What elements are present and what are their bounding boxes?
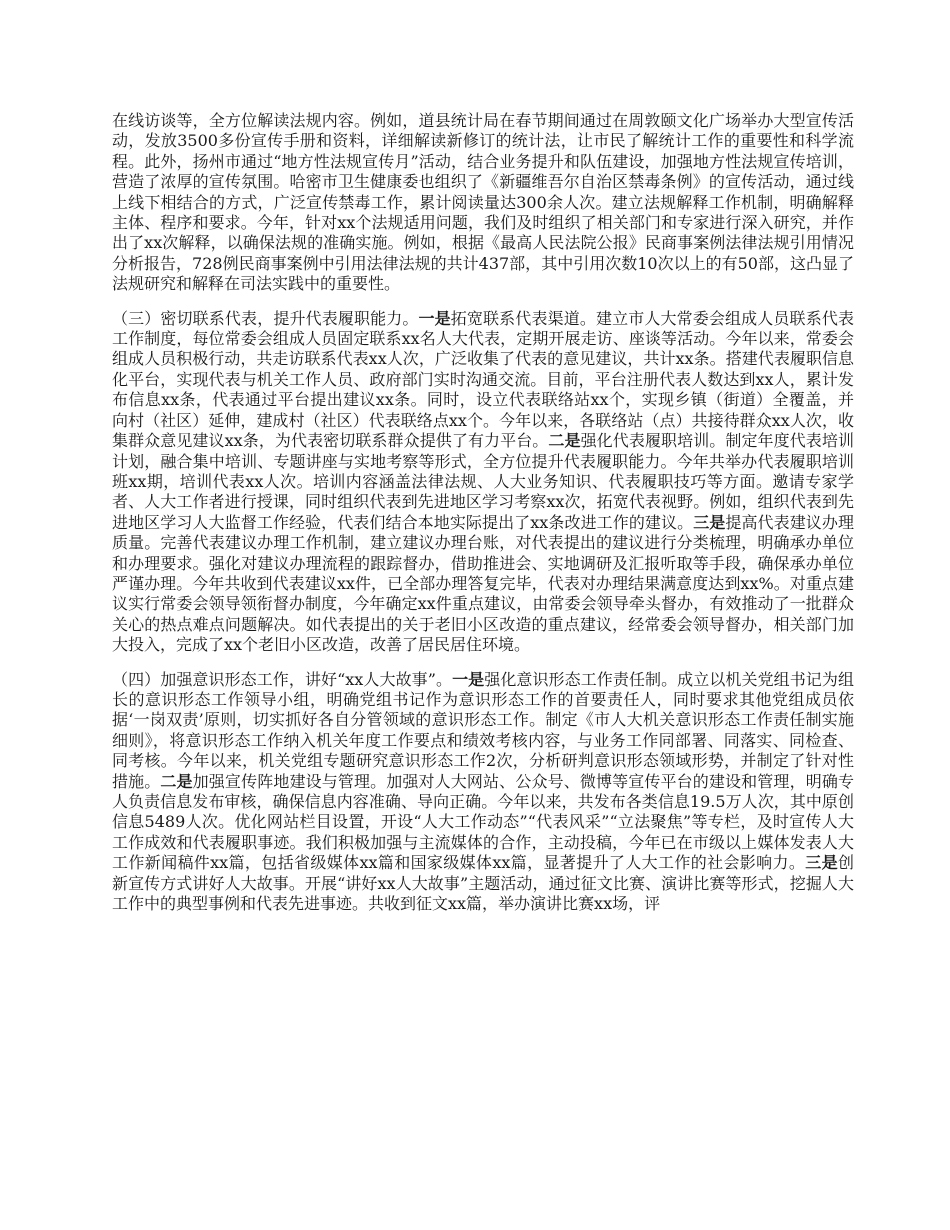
point-marker-two: 二是 — [548, 431, 581, 451]
point-marker-three: 三是 — [693, 512, 726, 532]
paragraph-text: 拓宽联系代表渠道。建立市人大常委会组成人员联系代表工作制度，每位常委会组成人员固定联系xx名人大代表，定期开展走访、座谈等活动。今年以来，常委会组成人员积极行动，共走访联系代表xx人次，广泛收集了代表的意见建议，共计xx条。搭建代表履职信息化平台，实现代表与机关工作人员、政府部门实时沟通交流。目前，平台注册代表人数达到xx人，累计发布信息xx条，代表通过平台提出建议xx条。同时，设立代表联络站xx个，实现乡镇（街道）全覆盖，并向村（社区）延伸，建成村（社区）代表联络点xx个。今年以来，各联络站（点）共接待群众xx人次，收集群众意见建议xx条，为代表密切联系群众提供了有力平台。 — [112, 308, 854, 451]
paragraph-text: 强化代表履职培训。制定年度代表培训计划，融合集中培训、专题讲座与实地考察等形式，全方位提升代表履职能力。今年共举办代表履职培训班xx期，培训代表xx人次。培训内容涵盖法律法规、人大业务知识、代表履职技巧等方面。邀请专家学者、人大工作者进行授课，同时组织代表到先进地区学习考察xx次，拓宽代表视野。例如，组织代表到先进地区学习人大监督工作经验，代表们结合本地实际提出了xx条改进工作的建议。 — [112, 431, 854, 532]
document-page — [112, 111, 854, 928]
point-marker-two: 二是 — [160, 771, 193, 791]
paragraph-text: 加强宣传阵地建设与管理。加强对人大网站、公众号、微博等宣传平台的建设和管理，明确专人负责信息发布审核，确保信息内容准确、导向正确。今年以来，共发布各类信息19.5万人次，其中原创信息5489人次。优化网站栏目设置，开设“人大工作动态”“代表风采”“立法聚焦”等专栏，及时宣传人大工作成效和代表履职事迹。我们积极加强与主流媒体的合作，主动投稿，今年已在市级以上媒体发表人大工作新闻稿件xx篇，包括省级媒体xx篇和国家级媒体xx篇，显著提升了人大工作的社会影响力。 — [112, 771, 854, 873]
paragraph-text: 创新宣传方式讲好人大故事。开展“讲好xx人大故事”主题活动，通过征文比赛、演讲比赛等形式，挖掘人大工作中的典型事例和代表先进事迹。共收到征文xx篇，举办演讲比赛xx场，评 — [112, 853, 854, 914]
paragraph-section-three — [112, 309, 854, 656]
paragraph-section-four — [112, 670, 854, 915]
point-marker-one: 一是 — [418, 308, 451, 328]
paragraph-text: 提高代表建议办理质量。完善代表建议办理工作机制，建立建议办理台账，对代表提出的建议进行分类梳理，明确承办单位和办理要求。强化对建议办理流程的跟踪督办，借助推进会、实地调研及汇报听取等手段，确保承办单位严谨办理。今年共收到代表建议xx件，已全部办理答复完毕，代表对办理结果满意度达到xx%。对重点建议实行常委会领导领衔督办制度，今年确定xx件重点建议，由常委会领导牵头督办，有效推动了一批群众关心的热点难点问题解决。如代表提出的关于老旧小区改造的重点建议，经常委会领导督办，相关部门加大投入，完成了xx个老旧小区改造，改善了居民居住环境。 — [112, 512, 854, 655]
paragraph-text: 强化意识形态工作责任制。成立以机关党组书记为组长的意识形态工作领导小组，明确党组书记作为意识形态工作的首要责任人，同时要求其他党组成员依据‘一岗双责’原则，切实抓好各自分管领域的意识形态工作。制定《市人大机关意识形态工作责任制实施细则》，将意识形态工作纳入机关年度工作要点和绩效考核内容，与业务工作同部署、同落实、同检查、同考核。今年以来，机关党组专题研究意识形态工作2次，分析研判意识形态领域形势，并制定了针对性措施。 — [112, 669, 854, 791]
section-heading-text: （四）加强意识形态工作，讲好“xx人大故事”。 — [112, 669, 453, 689]
paragraph-statistics-law-publicity — [112, 111, 854, 295]
paragraph-text: 在线访谈等，全方位解读法规内容。例如，道县统计局在春节期间通过在周敦颐文化广场举办大型宣传活动，发放3500多份宣传手册和资料，详细解读新修订的统计法，让市民了解统计工作的重要性和科学流程。此外，扬州市通过“地方性法规宣传月”活动，结合业务提升和队伍建设，加强地方性法规宣传培训，营造了浓厚的宣传氛围。哈密市卫生健康委也组织了《新疆维吾尔自治区禁毒条例》的宣传活动，通过线上线下相结合的方式，广泛宣传禁毒工作，累计阅读量达300余人次。建立法规解释工作机制，明确解释主体、程序和要求。今年，针对xx个法规适用问题，我们及时组织了相关部门和专家进行深入研究，并作出了xx次解释，以确保法规的准确实施。例如，根据《最高人民法院公报》民商事案例法律法规引用情况分析报告，728例民商事案例中引用法律法规的共计437部，其中引用次数10次以上的有50部，这凸显了法规研究和解释在司法实践中的重要性。 — [112, 111, 854, 294]
point-marker-one: 一是 — [452, 669, 485, 689]
section-heading-text: （三）密切联系代表，提升代表履职能力。 — [112, 308, 419, 328]
point-marker-three: 三是 — [805, 853, 838, 873]
